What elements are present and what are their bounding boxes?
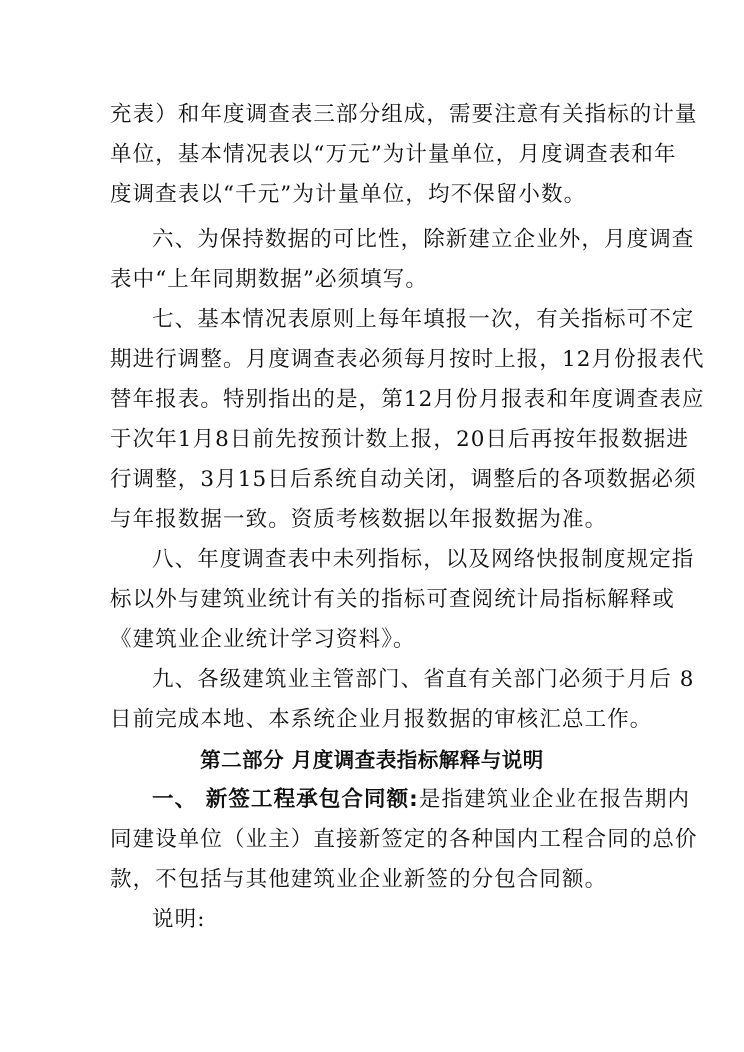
text-line: 款，不包括与其他建筑业企业新签的分包合同额。	[110, 867, 608, 892]
text-line: 充表）和年度调查表三部分组成，需要注意有关指标的计量	[110, 102, 698, 127]
text-line: 表中“上年同期数据”必须填写。	[110, 267, 428, 292]
text-line: 七、基本情况表原则上每年填报一次，有关指标可不定	[152, 307, 695, 332]
text-line: 同建设单位（业主）直接新签定的各种国内工程合同的总价	[110, 827, 698, 852]
text-line: 与年报数据一致。资质考核数据以年报数据为准。	[110, 507, 608, 532]
text-line: 六、为保持数据的可比性，除新建立企业外，月度调查	[152, 227, 695, 252]
text-line: 行调整，3月15日后系统自动关闭，调整后的各项数据必须	[110, 467, 697, 492]
definition-text: 是指建筑业企业在报告期内	[418, 787, 691, 812]
note-label: 说明:	[152, 907, 206, 932]
text-line: 替年报表。特别指出的是，第12月份月报表和年度调查表应	[110, 387, 705, 412]
text-line: 标以外与建筑业统计有关的指标可查阅统计局指标解释或	[110, 587, 676, 612]
text-line: 日前完成本地、本系统企业月报数据的审核汇总工作。	[110, 707, 653, 732]
text-line: 《建筑业企业统计学习资料》。	[110, 627, 416, 652]
section-heading: 第二部分 月度调查表指标解释与说明	[200, 748, 544, 772]
text-line: 度调查表以“千元”为计量单位，均不保留小数。	[110, 182, 587, 207]
definition-line	[152, 785, 691, 815]
text-line: 期进行调整。月度调查表必须每月按时上报，12月份报表代	[110, 347, 705, 372]
text-line: 于次年1月8日前先按预计数上报，20日后再按年报数据进	[110, 427, 689, 452]
text-line: 单位，基本情况表以“万元”为计量单位，月度调查表和年	[110, 142, 677, 167]
text-line: 九、各级建筑业主管部门、省直有关部门必须于月后 8	[152, 667, 695, 692]
term-label: 一、 新签工程承包合同额:	[152, 787, 419, 812]
text-line: 八、年度调查表中未列指标，以及网络快报制度规定指	[152, 547, 695, 572]
